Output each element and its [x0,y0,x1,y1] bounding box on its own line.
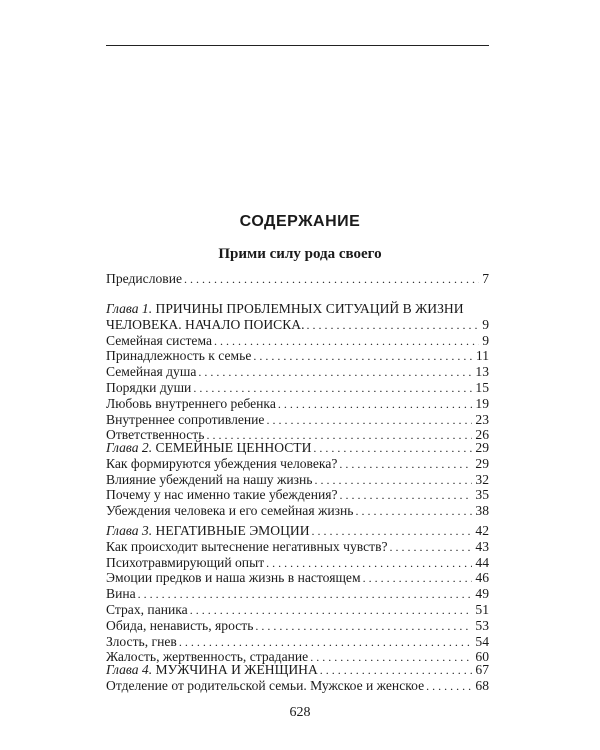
chapter-heading [106,662,489,678]
toc-entry-page: 13 [475,364,489,380]
toc-leader-dots [266,413,472,429]
toc-entry [106,503,489,519]
toc-entry-title: Принадлежность к семье [106,348,252,364]
toc-entry-page: 32 [475,471,489,487]
toc-entry-title: Эмоции предков и наша жизнь в настоящем [106,570,361,586]
toc-leader-dots [214,334,479,350]
toc-entry-page: 49 [475,586,489,602]
toc-entry-title: Почему у нас именно такие убеждения? [106,487,338,503]
toc-entry [106,487,489,503]
toc-chapter-3 [106,523,489,665]
toc-entry-page: 43 [475,538,489,554]
toc-preface [106,271,489,287]
toc-leader-dots [356,504,473,520]
toc-entry-page: 46 [475,570,489,586]
toc-entry-title: Как формируются убеждения человека? [106,455,338,471]
toc-entry [106,333,489,349]
toc-entry-title: Внутреннее сопротивление [106,411,265,427]
chapter-prefix: Глава 1. [106,301,153,316]
toc-leader-dots [426,679,472,695]
chapter-page: 9 [482,316,489,332]
toc-entry-page: 7 [482,271,489,286]
chapter-heading [106,523,489,539]
toc-entry-page: 15 [475,379,489,395]
toc-entry [106,555,489,571]
book-subtitle: Прими силу рода своего [218,246,382,262]
toc-leader-dots [312,524,473,540]
toc-entry-title: Семейная система [106,332,212,348]
toc-leader-dots [266,556,472,572]
toc-entry [106,271,489,287]
toc-leader-dots [313,441,472,457]
toc-entry-page: 51 [475,601,489,617]
toc-leader-dots [255,619,472,635]
toc-entry-title: Злость, гнев [106,633,177,649]
toc-leader-dots [184,272,479,288]
toc-entry-title: Любовь внутреннего ребенка [106,395,276,411]
toc-entry [106,602,489,618]
toc-entry [106,539,489,555]
toc-entry-title: Обида, ненависть, ярость [106,617,254,633]
page-title: СОДЕРЖАНИЕ [239,213,361,230]
toc-entry [106,570,489,586]
toc-leader-dots [320,663,473,679]
chapter-page: 42 [475,523,489,538]
toc-entry-title: Психотравмирующий опыт [106,554,265,570]
chapter-title-cont: ЧЕЛОВЕКА. НАЧАЛО ПОИСКА. [106,316,305,332]
toc-entry-page: 19 [475,395,489,411]
toc-leader-dots [307,318,480,334]
chapter-heading [106,440,489,456]
toc-chapter-1 [106,301,489,443]
toc-entry-page: 68 [475,677,489,693]
page-number: 628 [289,705,311,720]
toc-entry-page: 54 [475,633,489,649]
toc-entry-title: Жалость, жертвенность, страдание [106,649,309,665]
toc-entry-title: Отделение от родительской семьи. Мужское и женское [106,677,425,693]
toc-leader-dots [190,603,473,619]
chapter-title: НЕГАТИВНЫЕ ЭМОЦИИ [155,523,310,538]
toc-entry [106,586,489,602]
toc-entry-page: 53 [475,617,489,633]
toc-entry-title: Убеждения человека и его семейная жизнь [106,503,354,519]
toc-chapter-4 [106,662,489,694]
toc-entry [106,634,489,650]
toc-leader-dots [253,349,473,365]
toc-entry [106,678,489,694]
toc-entry [106,380,489,396]
toc-entry-page: 9 [482,332,489,348]
toc-entry-title: Как происходит вытеснение негативных чувств? [106,538,388,554]
toc-entry-title: Порядки души [106,379,192,395]
toc-entry-page: 11 [475,348,489,364]
toc-entry-title: Влияние убеждений на нашу жизнь [106,471,313,487]
chapter-prefix: Глава 4. [106,662,153,677]
toc-entry [106,412,489,428]
toc-entry [106,618,489,634]
chapter-title: МУЖЧИНА И ЖЕНЩИНА [155,662,318,677]
toc-entry-page: 23 [475,411,489,427]
toc-entry-page: 29 [475,455,489,471]
toc-entry-title: Страх, паника [106,601,188,617]
chapter-prefix: Глава 2. [106,440,153,455]
toc-entry [106,364,489,380]
chapter-page: 29 [475,440,489,455]
chapter-heading [106,301,489,317]
toc-entry-title: Ответственность [106,427,205,443]
toc-entry [106,348,489,364]
toc-leader-dots [278,397,473,413]
toc-leader-dots [340,488,473,504]
toc-leader-dots [193,381,472,397]
chapter-page: 67 [475,662,489,677]
toc-entry-title: Семейная душа [106,364,197,380]
toc-entry [106,456,489,472]
toc-entry-page: 44 [475,554,489,570]
toc-entry-page: 38 [475,503,489,519]
toc-entry-page: 26 [475,427,489,443]
chapter-title: СЕМЕЙНЫЕ ЦЕННОСТИ [155,440,312,455]
chapter-prefix: Глава 3. [106,523,153,538]
chapter-heading-cont [106,317,489,333]
toc-leader-dots [390,540,473,556]
header-rule [106,45,489,46]
toc-leader-dots [138,587,473,603]
chapter-title: ПРИЧИНЫ ПРОБЛЕМНЫХ СИТУАЦИЙ В ЖИЗНИ [155,301,464,316]
toc-entry-page: 35 [475,487,489,503]
toc-entry-title: Предисловие [106,271,183,286]
toc-chapter-2 [106,440,489,519]
toc-entry-page: 60 [475,649,489,665]
toc-leader-dots [363,571,473,587]
toc-leader-dots [198,365,472,381]
toc-entry [106,396,489,412]
toc-entry-title: Вина [106,586,136,602]
toc-leader-dots [179,635,473,651]
toc-leader-dots [315,473,473,489]
toc-entry [106,472,489,488]
toc-leader-dots [339,457,472,473]
